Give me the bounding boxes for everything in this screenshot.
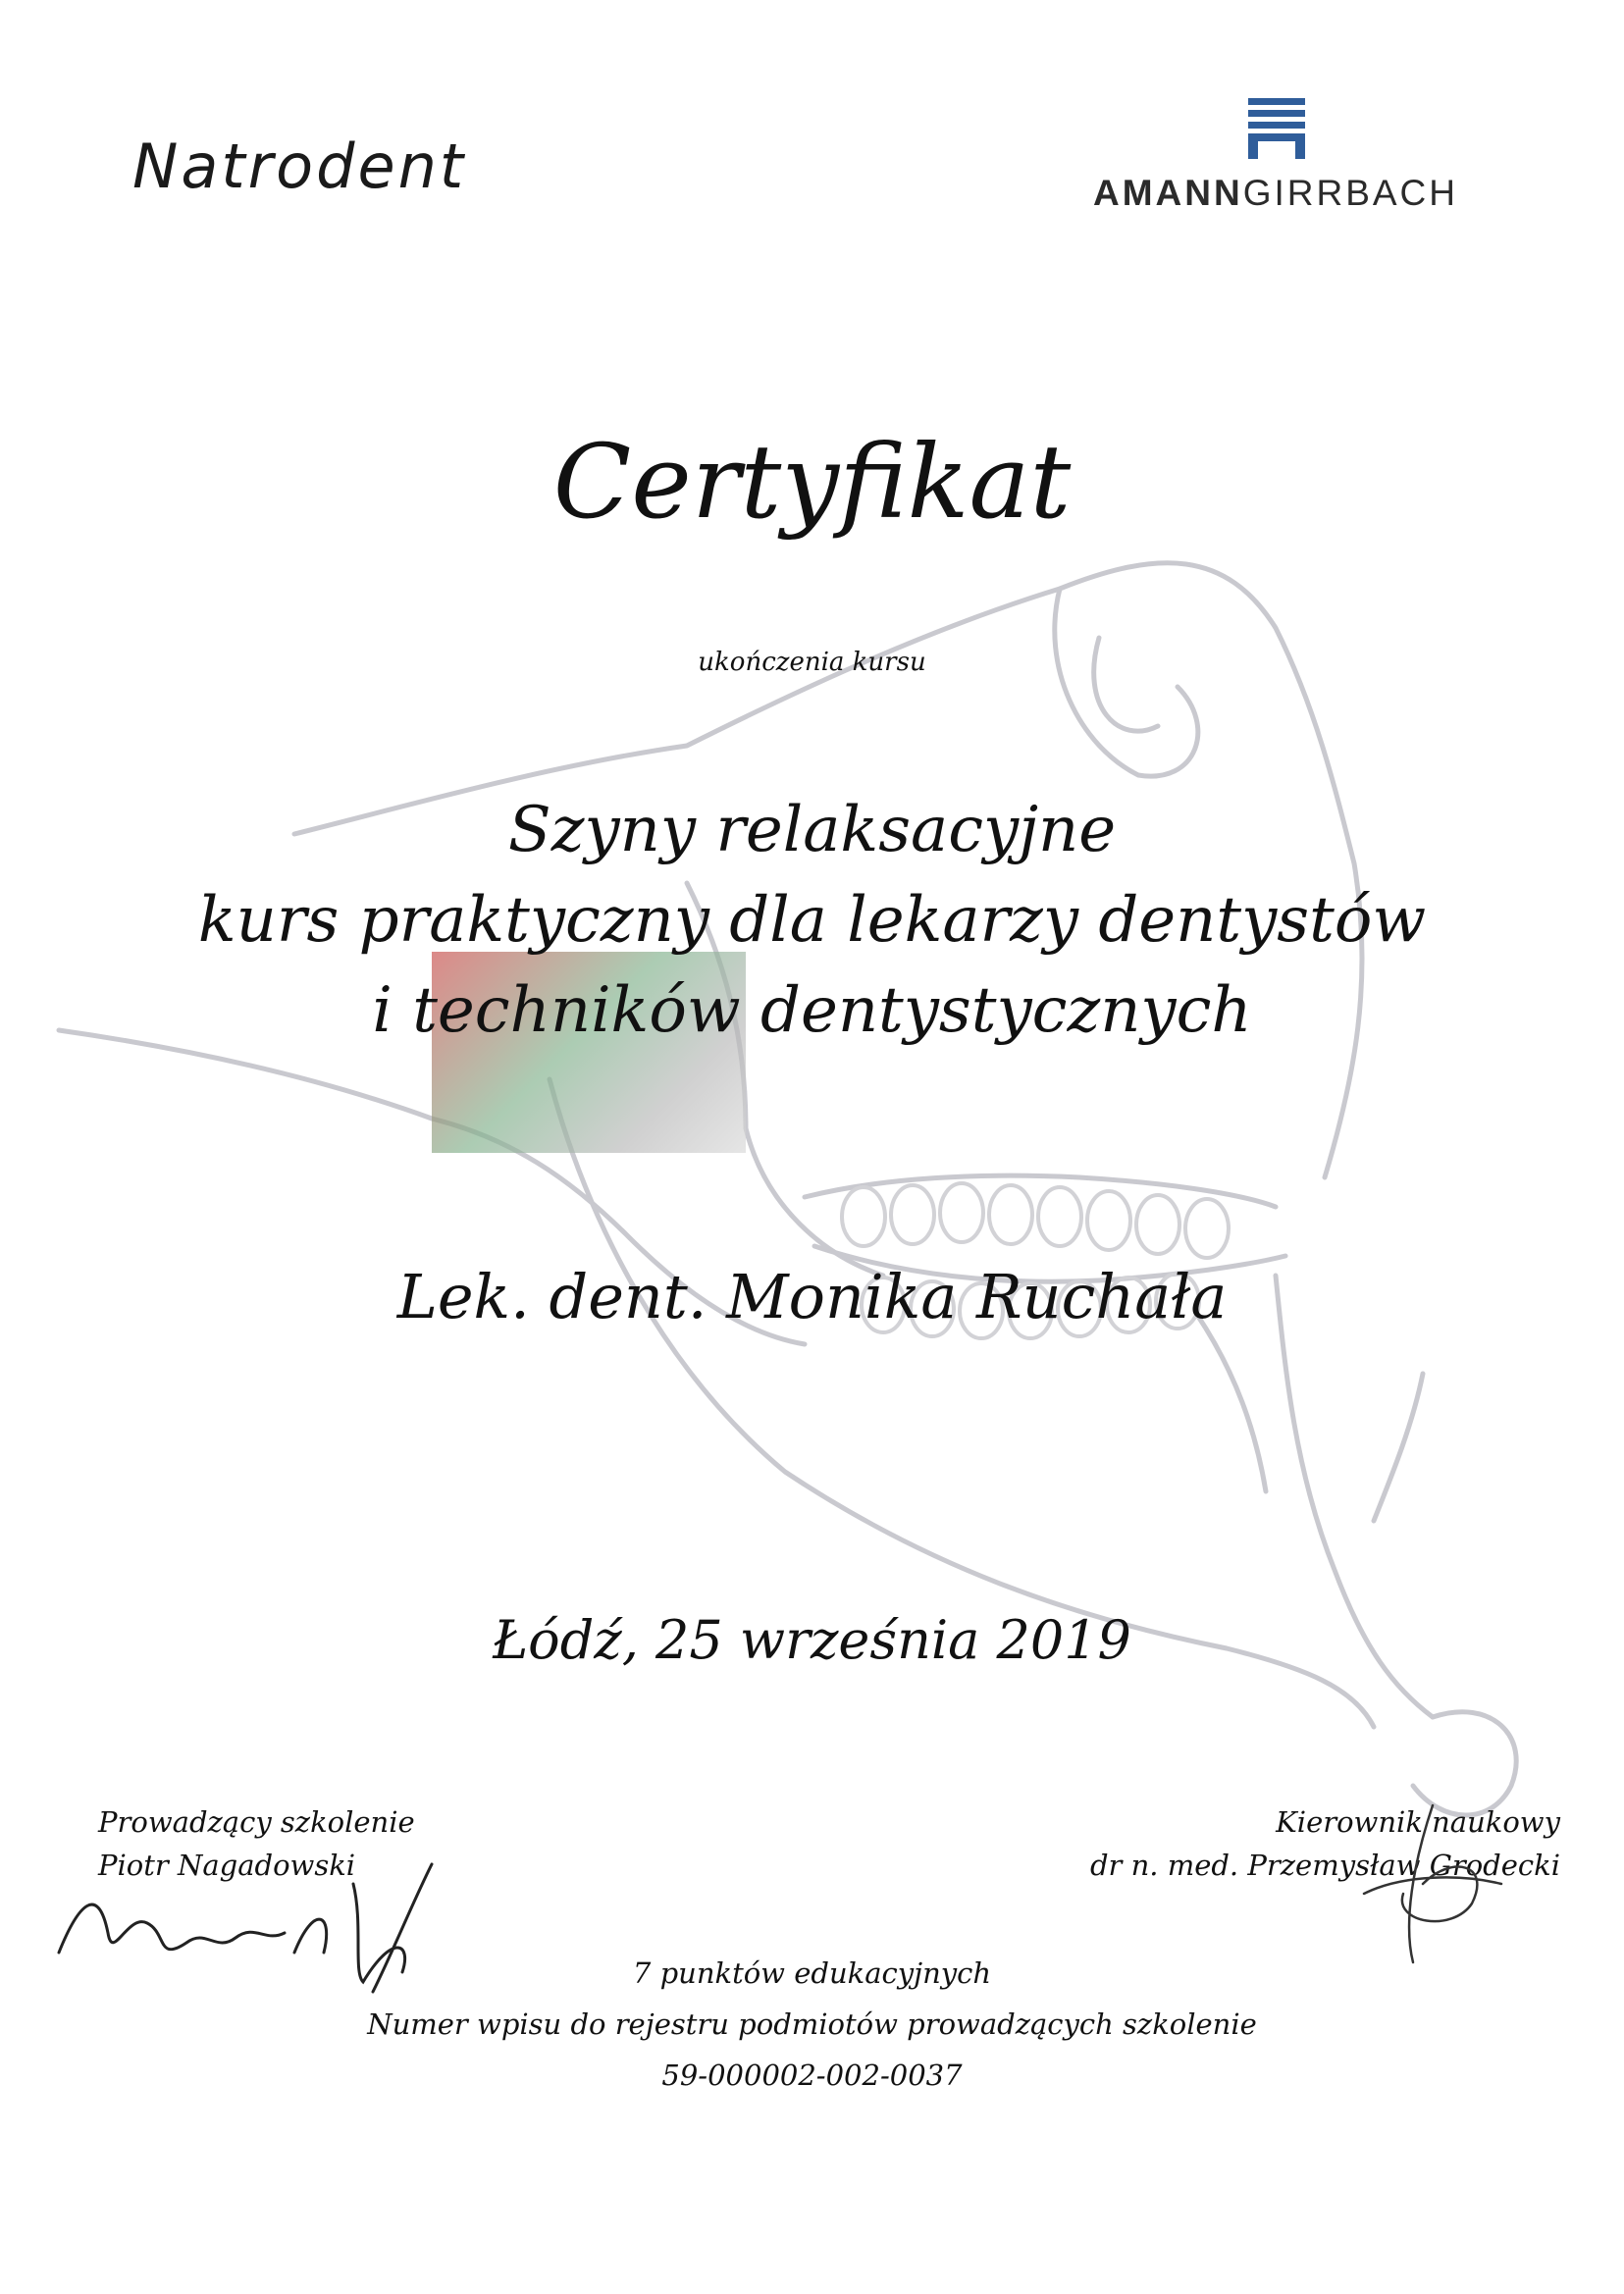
education-points: 7 punktów edukacyjnych: [632, 1956, 992, 1990]
signature-role-right: Kierownik naukowy: [1276, 1805, 1560, 1839]
place-date: Łódź, 25 września 2019: [493, 1609, 1131, 1671]
recipient-name: Lek. dent. Monika Ruchała: [396, 1261, 1228, 1332]
certificate-title: Certyfikat: [552, 422, 1072, 542]
girrbach-wordmark: GIRRBACH: [1242, 173, 1458, 213]
amann-girrbach-wordmark: [1079, 173, 1472, 214]
registry-number: 59-000002-002-0037: [661, 2059, 963, 2092]
certificate-subtitle: ukończenia kursu: [698, 648, 926, 677]
natrodent-logo: [132, 123, 564, 211]
natrodent-logo-text: Natrodent: [132, 130, 467, 202]
signature-person-right: dr n. med. Przemysław Grodecki: [1089, 1849, 1560, 1882]
course-line: kurs praktyczny dla lekarzy dentystów: [197, 884, 1427, 957]
signature-person-left: Piotr Nagadowski: [98, 1849, 356, 1882]
course-line: i techników dentystycznych: [372, 974, 1252, 1047]
registry-label: Numer wpisu do rejestru podmiotów prowadzących szkolenie: [367, 2007, 1257, 2041]
amann-girrbach-logo: [1079, 98, 1472, 216]
signature-role-left: Prowadzący szkolenie: [98, 1805, 415, 1839]
amann-girrbach-logo-icon: [1248, 98, 1305, 159]
amann-wordmark-bold: AMANN: [1092, 173, 1243, 213]
course-line: Szyny relaksacyjne: [507, 794, 1117, 866]
footer-info: [0, 1948, 1624, 2101]
course-name: [0, 785, 1624, 1056]
